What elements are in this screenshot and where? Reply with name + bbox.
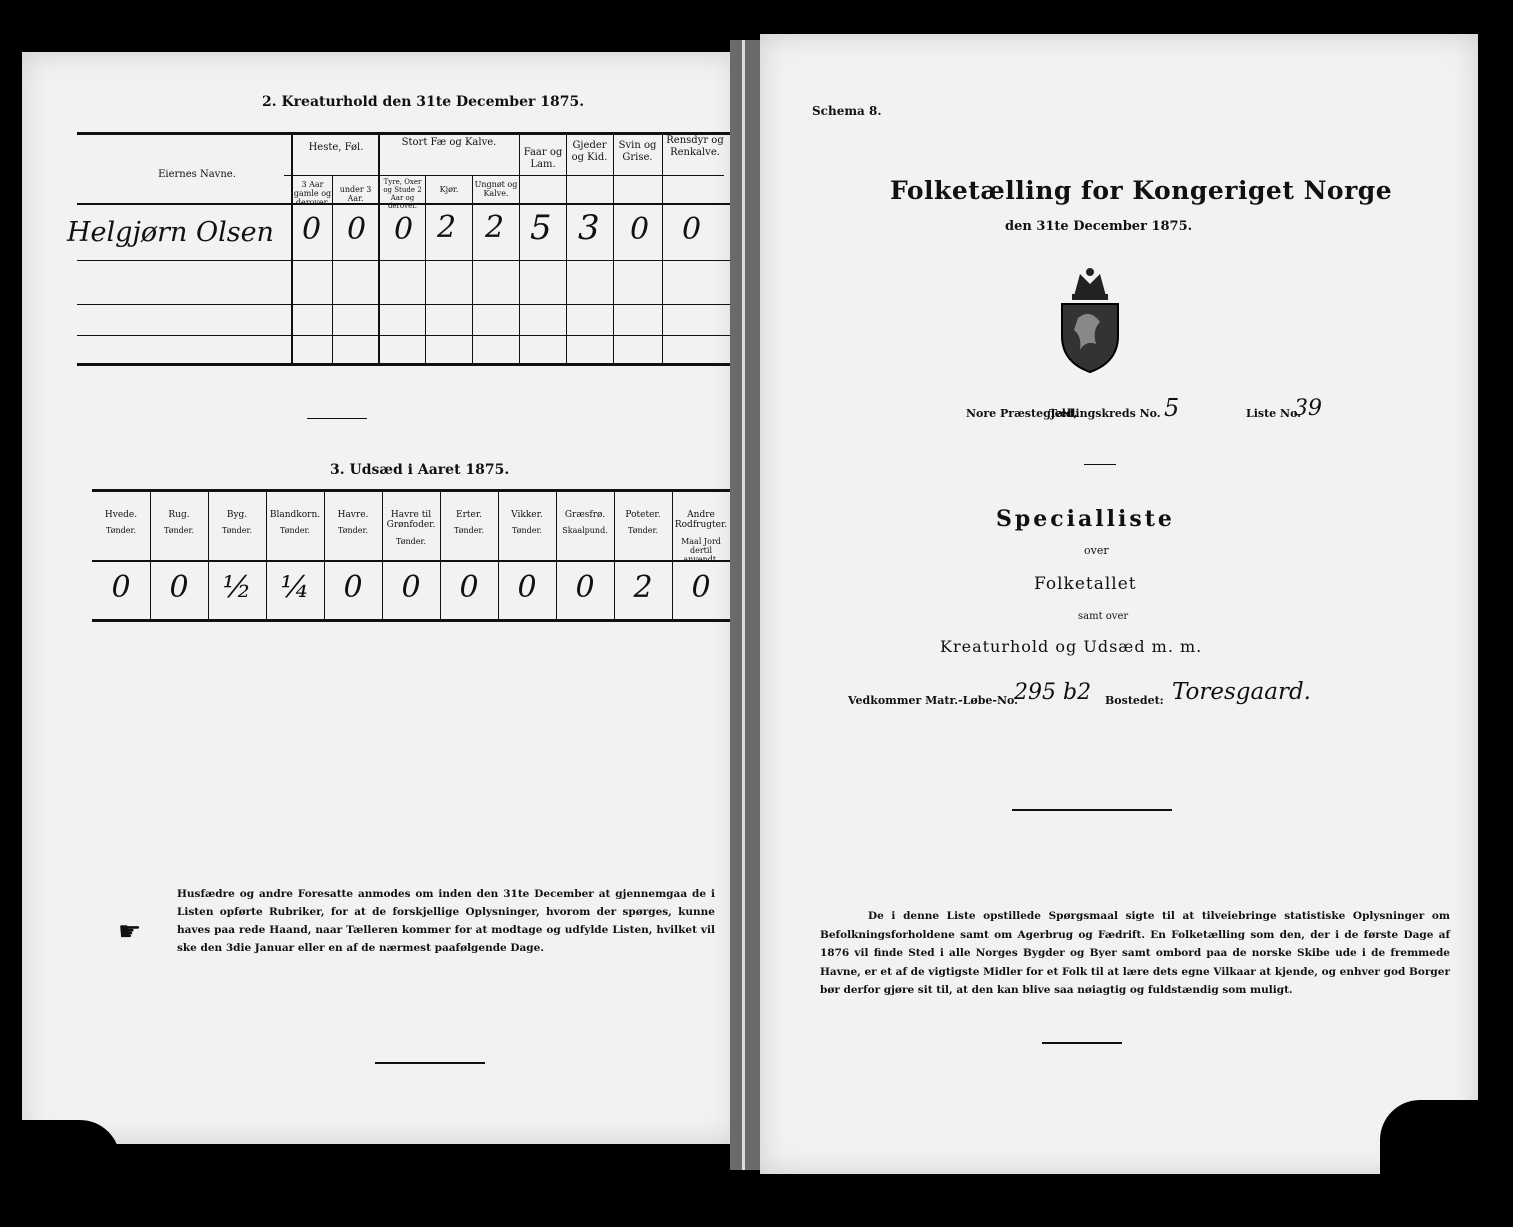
seed-header-unit: Skaalpund. xyxy=(562,526,608,536)
over-1: over xyxy=(1084,544,1109,557)
seed-value-6: 0 xyxy=(459,570,479,605)
owner-col-header: Eiernes Navne. xyxy=(158,169,236,180)
seed-header-unit: Tønder. xyxy=(337,526,369,536)
seed-value-10: 0 xyxy=(691,570,711,605)
value-heste-a: 0 xyxy=(302,212,322,247)
divider xyxy=(375,1062,485,1064)
seed-header-name: Vikker. xyxy=(511,510,543,520)
schema-label: Schema 8. xyxy=(812,104,882,118)
value-fae-a: 0 xyxy=(394,212,414,247)
divider xyxy=(1084,464,1116,465)
value-heste-b: 0 xyxy=(347,212,367,247)
seed-value-7: 0 xyxy=(517,570,537,605)
seed-header-7 xyxy=(498,510,556,536)
owner-name-handwritten: Helgjørn Olsen xyxy=(67,217,274,248)
parish-label: Nore Præstegjeld, xyxy=(966,407,1078,420)
special-title: Specialliste xyxy=(996,506,1175,532)
col-line xyxy=(472,175,473,365)
value-rensdyr: 0 xyxy=(682,212,702,247)
fae-sub-c: Ungnøt og Kalve. xyxy=(474,180,518,199)
right-page xyxy=(760,34,1478,1174)
row-line xyxy=(77,335,730,336)
district-value: 5 xyxy=(1164,394,1180,422)
seed-header-unit: Tønder. xyxy=(221,526,253,536)
row-line xyxy=(77,304,730,305)
col-line xyxy=(332,175,333,365)
notice-text: Husfædre og andre Foresatte anmodes om inden den 31te December at gjennemgaa de i Listen opførte Rubriker, for at de forskjellige Oplysninger, hvorom der spørges, kunne haves paa rede Haand, naar Tælleren kommer for at modtage og udfylde Listen, hvilket vil ske den 3die Januar eller en af de nærmest paafølgende Dage. xyxy=(177,888,715,954)
seed-header-0 xyxy=(92,510,150,536)
seed-header-9 xyxy=(614,510,672,536)
seed-header-8 xyxy=(556,510,614,536)
heste-header: Heste, Føl. xyxy=(308,142,364,153)
seed-value-5: 0 xyxy=(401,570,421,605)
seed-header-name: Erter. xyxy=(456,510,482,520)
seed-value-1: 0 xyxy=(169,570,189,605)
seed-header-name: Havre. xyxy=(337,510,369,520)
list-value: 39 xyxy=(1294,396,1322,421)
col-line xyxy=(662,132,663,365)
census-date: den 31te December 1875. xyxy=(1005,219,1193,234)
seed-header-3 xyxy=(266,510,324,536)
seed-value-8: 0 xyxy=(575,570,595,605)
section2-title: 2. Kreaturhold den 31te December 1875. xyxy=(262,94,585,110)
value-fae-c: 2 xyxy=(485,210,505,245)
seed-header-2 xyxy=(208,510,266,536)
col-line xyxy=(613,132,614,365)
footer-text: De i denne Liste opstillede Spørgsmaal sigte til at tilveiebringe statistiske Oplysninger om Befolkningsforholdene samt om Agerbrug og Fædrift. En Folketælling som den, der i de første Dage af 1876 vil finde Sted i alle Norges Bygder og Byer samt ombord paa de norske Skibe ude i de fremmede Havne, er et af de vigtigste Midler for et Folk til at lære dets egne Vilkaar at kjende, og enhver god Borger bør derfor gjøre sit til, at den kan blive saa nøiagtig og fuldstændig som muligt. xyxy=(820,910,1450,996)
stortfae-header: Stort Fæ og Kalve. xyxy=(401,137,497,148)
seed-value-2: ½ xyxy=(222,570,252,605)
row-line xyxy=(77,260,730,261)
seed-value-4: 0 xyxy=(343,570,363,605)
samt-over: samt over xyxy=(1078,611,1129,622)
fae-sub-b: Kjør. xyxy=(439,185,459,194)
divider xyxy=(307,418,367,419)
table-bottom-rule xyxy=(77,363,730,366)
col-line xyxy=(566,132,567,365)
scan-clip-left xyxy=(0,1120,120,1227)
col-line xyxy=(291,132,293,365)
heste-sub-a: 3 Aar gamle og derover. xyxy=(293,180,332,208)
col-line xyxy=(519,132,520,365)
district-label: Tællingskreds No. xyxy=(1049,407,1161,420)
col-line xyxy=(425,175,426,365)
seed-header-name: Blandkorn. xyxy=(269,510,321,520)
seed-value-3: ¼ xyxy=(280,570,310,605)
list-label: Liste No. xyxy=(1246,407,1302,420)
seed-header-6 xyxy=(440,510,498,536)
svin-header: Svin og Grise. xyxy=(618,140,657,163)
seed-header-name: Hvede. xyxy=(104,510,138,520)
gjeder-header: Gjeder og Kid. xyxy=(571,140,608,163)
seed-header-1 xyxy=(150,510,208,536)
value-fae-b: 2 xyxy=(437,210,457,245)
value-faar: 5 xyxy=(530,208,552,248)
seed-header-name: Havre til Grønfoder. xyxy=(386,510,436,531)
seed-value-9: 2 xyxy=(633,570,653,605)
divider xyxy=(1042,1042,1122,1044)
scan-clip-right xyxy=(1380,1100,1513,1227)
fae-sub-a: Tyre, Oxer og Stude 2 Aar og derover. xyxy=(383,178,422,211)
subheader-rule xyxy=(284,175,724,176)
faar-header: Faar og Lam. xyxy=(523,147,563,170)
divider xyxy=(1012,809,1172,811)
seed-table-bottom xyxy=(92,619,730,622)
seed-table-top xyxy=(92,489,730,492)
seed-header-name: Byg. xyxy=(226,510,248,520)
folketallet-label: Folketallet xyxy=(1034,574,1137,594)
matr-value: 295 b2 xyxy=(1014,680,1092,705)
seed-header-unit: Tønder. xyxy=(279,526,311,536)
seed-header-name: Græsfrø. xyxy=(564,510,606,520)
seed-header-4 xyxy=(324,510,382,536)
coat-of-arms-icon xyxy=(1052,266,1128,374)
seed-header-unit: Tønder. xyxy=(105,526,137,536)
seed-value-0: 0 xyxy=(111,570,131,605)
seed-header-name: Rug. xyxy=(168,510,190,520)
kreaturhold-label: Kreaturhold og Udsæd m. m. xyxy=(940,637,1203,656)
seed-header-unit: Maal Jord dertil anvendt. xyxy=(681,536,721,565)
section3-title: 3. Udsæd i Aaret 1875. xyxy=(330,462,510,478)
seed-header-unit: Tønder. xyxy=(627,526,659,536)
col-line xyxy=(378,132,380,365)
matr-label: Vedkommer Matr.-Løbe-No. xyxy=(848,694,1018,707)
rensdyr-header: Rensdyr og Renkalve. xyxy=(666,135,724,158)
seed-header-unit: Tønder. xyxy=(395,536,427,546)
heste-sub-b: under 3 Aar. xyxy=(339,185,372,204)
bosted-value: Toresgaard. xyxy=(1172,679,1311,705)
bosted-label: Bostedet: xyxy=(1105,694,1164,707)
seed-header-unit: Tønder. xyxy=(163,526,195,536)
seed-header-bottom xyxy=(92,560,730,562)
binding-edge xyxy=(742,40,745,1170)
pointing-hand-icon: ☛ xyxy=(118,917,142,947)
seed-header-unit: Tønder. xyxy=(453,526,485,536)
left-page xyxy=(22,52,738,1144)
table-top-rule xyxy=(77,132,730,135)
book-binding xyxy=(730,40,760,1170)
value-gjeder: 3 xyxy=(578,208,600,248)
seed-header-name: Poteter. xyxy=(625,510,661,520)
seed-header-10 xyxy=(672,510,730,564)
value-svin: 0 xyxy=(630,212,650,247)
seed-header-unit: Tønder. xyxy=(511,526,543,536)
seed-header-name: Andre Rodfrugter. xyxy=(674,510,728,531)
main-title: Folketælling for Kongeriget Norge xyxy=(890,176,1393,205)
seed-header-5 xyxy=(382,510,440,546)
